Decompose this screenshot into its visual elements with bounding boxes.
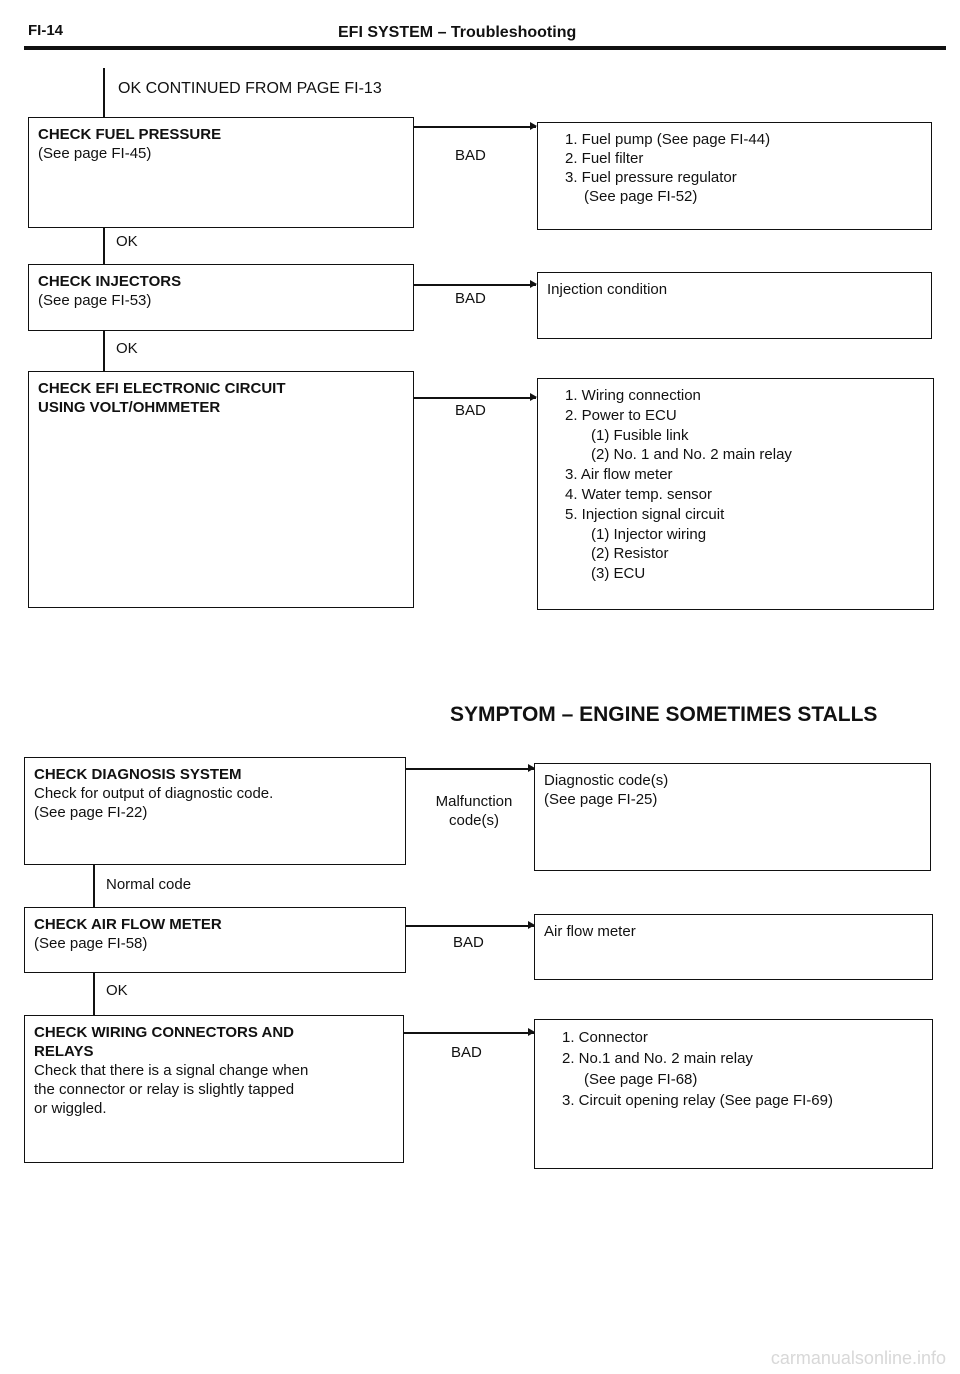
- result-item: (1) Injector wiring: [591, 525, 707, 543]
- step-text: the connector or relay is slightly tapped: [34, 1081, 295, 1098]
- symptom-heading: SYMPTOM – ENGINE SOMETIMES STALLS: [450, 703, 878, 726]
- check-injectors-box: [28, 264, 414, 331]
- connector-line: [406, 925, 534, 927]
- result-item: 2. Power to ECU: [565, 406, 677, 424]
- check-wiring-connectors-box: [24, 1015, 404, 1163]
- step-title: CHECK EFI ELECTRONIC CIRCUIT: [38, 380, 286, 397]
- step-title: CHECK FUEL PRESSURE: [38, 126, 222, 143]
- step-text: (See page FI-45): [38, 145, 152, 162]
- result-item: Diagnostic code(s): [544, 772, 669, 789]
- connector-line: [414, 397, 536, 399]
- step-text: or wiggled.: [34, 1100, 107, 1117]
- step-text: Check that there is a signal change when: [34, 1062, 309, 1079]
- result-item: 2. No.1 and No. 2 main relay: [562, 1050, 753, 1067]
- arrow-icon: [530, 122, 537, 130]
- step-title: CHECK DIAGNOSIS SYSTEM: [34, 766, 242, 783]
- step-text: (See page FI-53): [38, 292, 152, 309]
- flow-line: [93, 973, 95, 1015]
- check-fuel-pressure-box: [28, 117, 414, 228]
- result-item: (See page FI-68): [584, 1071, 698, 1088]
- result-item: (See page FI-52): [584, 188, 698, 205]
- result-item: 5. Injection signal circuit: [565, 505, 725, 523]
- ok-label: OK: [106, 982, 128, 999]
- result-item: (2) Resistor: [591, 545, 669, 563]
- flow-line: [103, 331, 105, 371]
- result-item: 1. Fuel pump (See page FI-44): [565, 131, 771, 148]
- bad-label: BAD: [453, 934, 484, 951]
- result-item: 4. Water temp. sensor: [565, 485, 712, 503]
- result-item: 1. Connector: [562, 1029, 648, 1046]
- page-number: FI-14: [28, 22, 64, 39]
- result-item: (1) Fusible link: [591, 426, 689, 444]
- flow-line: [93, 865, 95, 907]
- step-text: (See page FI-22): [34, 804, 148, 821]
- arrow-icon: [530, 393, 537, 401]
- ok-label: OK: [116, 233, 138, 250]
- flow-line: [103, 228, 105, 264]
- result-item: Air flow meter: [544, 923, 636, 940]
- result-item: (See page FI-25): [544, 791, 658, 808]
- check-air-flow-meter-box: [24, 907, 406, 973]
- normal-code-label: Normal code: [106, 876, 192, 893]
- malfunction-label: Malfunction code(s): [435, 793, 513, 829]
- fuel-pressure-result-box: [537, 122, 932, 230]
- result-item: 3. Air flow meter: [565, 466, 673, 484]
- connector-line: [406, 768, 534, 770]
- efi-circuit-result-box: [537, 378, 934, 610]
- connector-line: [414, 284, 536, 286]
- connector-line: [414, 126, 536, 128]
- step-text: (See page FI-58): [34, 935, 148, 952]
- connector-line: [404, 1032, 534, 1034]
- wiring-result-box: [534, 1019, 933, 1169]
- step-title: CHECK INJECTORS: [38, 273, 182, 290]
- result-item: 3. Fuel pressure regulator: [565, 169, 737, 186]
- step-title-2: USING VOLT/OHMMETER: [38, 399, 221, 416]
- step-text: Check for output of diagnostic code.: [34, 785, 274, 802]
- check-diagnosis-box: [24, 757, 406, 865]
- result-item: 1. Wiring connection: [565, 387, 701, 404]
- diagnosis-result-box: [534, 763, 931, 871]
- step-title: CHECK AIR FLOW METER: [34, 916, 222, 933]
- header-rule: [24, 46, 946, 50]
- result-item: 3. Circuit opening relay (See page FI-69): [562, 1092, 833, 1109]
- flow-line: [103, 68, 105, 118]
- step-title: CHECK WIRING CONNECTORS AND: [34, 1024, 295, 1041]
- result-item: (3) ECU: [591, 565, 646, 583]
- step-title-2: RELAYS: [34, 1043, 94, 1060]
- check-efi-circuit-box: [28, 371, 414, 608]
- arrow-icon: [530, 280, 537, 288]
- air-flow-meter-result-box: [534, 914, 933, 980]
- result-item: Injection condition: [547, 281, 668, 298]
- ok-label: OK: [116, 340, 138, 357]
- watermark: carmanualsonline.info: [770, 1348, 946, 1368]
- bad-label: BAD: [451, 1044, 482, 1061]
- result-item: (2) No. 1 and No. 2 main relay: [591, 446, 792, 464]
- bad-label: BAD: [455, 290, 486, 307]
- result-item: 2. Fuel filter: [565, 150, 644, 167]
- page-title: EFI SYSTEM – Troubleshooting: [338, 24, 577, 41]
- bad-label: BAD: [455, 147, 486, 164]
- bad-label: BAD: [455, 402, 486, 419]
- injectors-result-box: [537, 272, 932, 339]
- continued-label: OK CONTINUED FROM PAGE FI-13: [118, 80, 382, 97]
